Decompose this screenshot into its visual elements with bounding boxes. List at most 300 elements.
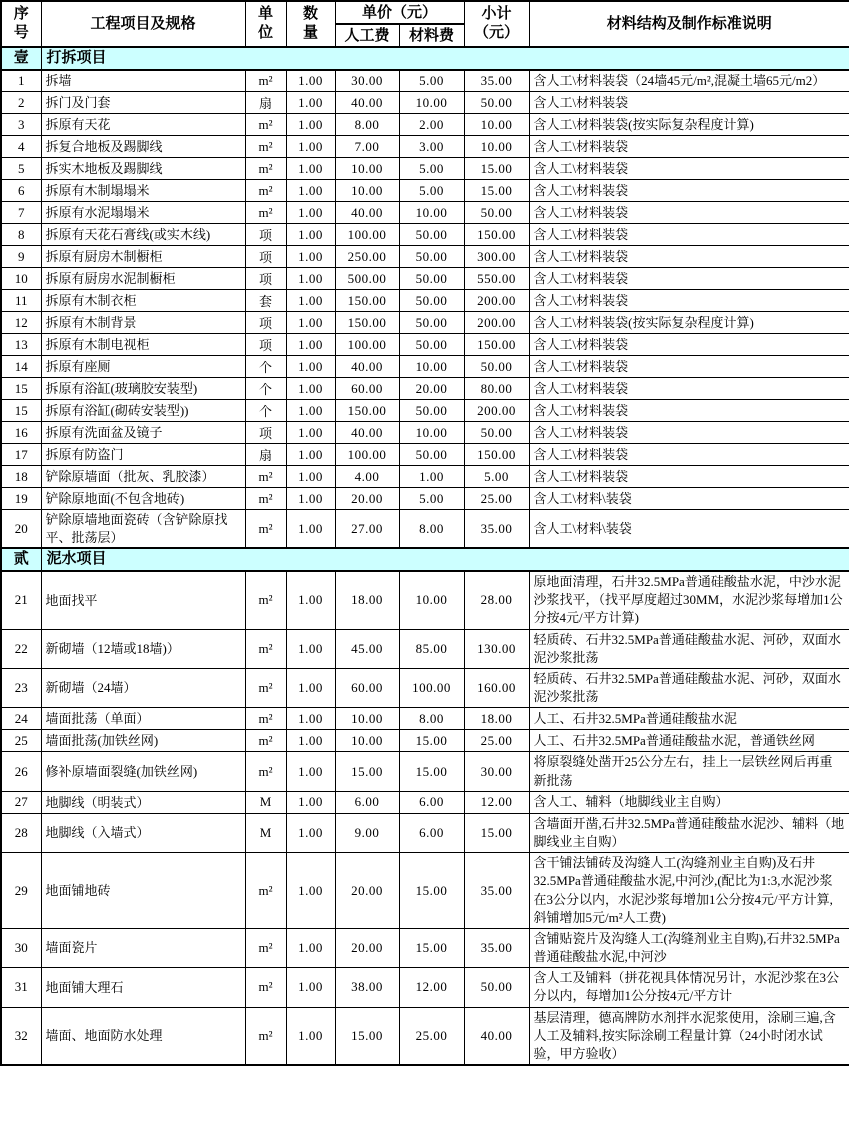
cell-qty: 1.00 <box>286 290 335 312</box>
cell-unit: m² <box>245 510 286 549</box>
col-header-qty <box>286 1 335 47</box>
col-header-unit-price: 单价（元） <box>335 1 464 24</box>
table-row <box>1 290 849 312</box>
cell-qty: 1.00 <box>286 246 335 268</box>
cell-subtotal: 50.00 <box>464 92 529 114</box>
cell-unit: m² <box>245 70 286 92</box>
cell-qty: 1.00 <box>286 813 335 852</box>
cell-unit: m² <box>245 136 286 158</box>
cell-unit: 项 <box>245 224 286 246</box>
cell-item: 铲除原墙面（批灰、乳胶漆） <box>41 466 245 488</box>
cell-labor: 40.00 <box>335 202 399 224</box>
cell-qty: 1.00 <box>286 466 335 488</box>
cell-seq: 18 <box>1 466 41 488</box>
cell-desc: 含人工及铺料（拼花视具体情况另计，水泥沙浆在3公分以内，每增加1公分按4元/平方计 <box>529 968 849 1007</box>
cell-seq: 8 <box>1 224 41 246</box>
cell-desc: 人工、石井32.5MPa普通硅酸盐水泥 <box>529 708 849 730</box>
col-header-subtotal-unit: （元） <box>474 25 520 41</box>
cell-item: 修补原墙面裂缝(加铁丝网) <box>41 752 245 791</box>
cell-desc: 含人工\材料装袋 <box>529 268 849 290</box>
col-header-subtotal <box>464 1 529 47</box>
cell-seq: 13 <box>1 334 41 356</box>
cell-desc: 含人工\材料装袋 <box>529 202 849 224</box>
table-row <box>1 202 849 224</box>
cell-desc: 含人工\材料装袋 <box>529 378 849 400</box>
cell-item: 地面铺大理石 <box>41 968 245 1007</box>
table-row <box>1 378 849 400</box>
cell-seq: 6 <box>1 180 41 202</box>
cell-item: 地面找平 <box>41 571 245 629</box>
cell-material: 50.00 <box>399 224 464 246</box>
cell-item: 墙面批荡（单面） <box>41 708 245 730</box>
cell-subtotal: 10.00 <box>464 114 529 136</box>
cell-subtotal: 5.00 <box>464 466 529 488</box>
cell-qty: 1.00 <box>286 312 335 334</box>
cell-material: 8.00 <box>399 510 464 549</box>
cell-labor: 10.00 <box>335 708 399 730</box>
cell-unit: m² <box>245 669 286 708</box>
cell-material: 20.00 <box>399 378 464 400</box>
cell-subtotal: 35.00 <box>464 928 529 967</box>
cell-seq: 22 <box>1 629 41 668</box>
cell-labor: 100.00 <box>335 224 399 246</box>
table-row <box>1 400 849 422</box>
cell-item: 拆实木地板及踢脚线 <box>41 158 245 180</box>
cell-qty: 1.00 <box>286 510 335 549</box>
cell-material: 15.00 <box>399 853 464 929</box>
cell-qty: 1.00 <box>286 378 335 400</box>
cell-unit: m² <box>245 466 286 488</box>
cell-unit: m² <box>245 629 286 668</box>
col-header-item: 工程项目及规格 <box>41 1 245 47</box>
cell-labor: 27.00 <box>335 510 399 549</box>
cell-item: 拆原有浴缸(砌砖安装型)) <box>41 400 245 422</box>
cell-qty: 1.00 <box>286 92 335 114</box>
cell-desc: 轻质砖、石井32.5MPa普通硅酸盐水泥、河砂，双面水泥沙浆批荡 <box>529 629 849 668</box>
col-header-unit-label: 单位 <box>257 6 273 41</box>
cell-material: 50.00 <box>399 400 464 422</box>
cell-material: 6.00 <box>399 813 464 852</box>
col-header-desc: 材料结构及制作标准说明 <box>529 1 849 47</box>
table-row <box>1 813 849 852</box>
cell-item: 拆原有水泥塌塌米 <box>41 202 245 224</box>
cell-desc: 含人工\材料\装袋 <box>529 510 849 549</box>
cell-subtotal: 130.00 <box>464 629 529 668</box>
cell-seq: 2 <box>1 92 41 114</box>
cell-labor: 100.00 <box>335 334 399 356</box>
cell-item: 拆原有厨房水泥制橱柜 <box>41 268 245 290</box>
cell-unit: 项 <box>245 334 286 356</box>
cell-item: 拆原有座厕 <box>41 356 245 378</box>
table-row <box>1 422 849 444</box>
table-row <box>1 629 849 668</box>
cell-material: 6.00 <box>399 791 464 813</box>
cell-material: 10.00 <box>399 202 464 224</box>
cell-unit: m² <box>245 158 286 180</box>
cell-qty: 1.00 <box>286 669 335 708</box>
cell-item: 拆原有天花 <box>41 114 245 136</box>
cell-material: 5.00 <box>399 158 464 180</box>
cell-labor: 30.00 <box>335 70 399 92</box>
table-row <box>1 669 849 708</box>
table-row <box>1 334 849 356</box>
col-header-material: 材料费 <box>399 24 464 47</box>
table-row <box>1 158 849 180</box>
cell-labor: 40.00 <box>335 356 399 378</box>
table-row <box>1 928 849 967</box>
cell-labor: 4.00 <box>335 466 399 488</box>
cell-seq: 7 <box>1 202 41 224</box>
cell-desc: 含铺贴瓷片及沟缝人工(沟缝剂业主自购),石井32.5MPa普通硅酸盐水泥,中河沙 <box>529 928 849 967</box>
cell-labor: 6.00 <box>335 791 399 813</box>
cell-subtotal: 200.00 <box>464 312 529 334</box>
cell-material: 25.00 <box>399 1007 464 1065</box>
cell-seq: 4 <box>1 136 41 158</box>
cell-seq: 27 <box>1 791 41 813</box>
cell-desc: 含人工\材料装袋 <box>529 356 849 378</box>
cell-item: 拆原有木制电视柜 <box>41 334 245 356</box>
cell-qty: 1.00 <box>286 268 335 290</box>
cell-subtotal: 35.00 <box>464 510 529 549</box>
cell-unit: 个 <box>245 400 286 422</box>
cell-desc: 含人工\材料装袋(按实际复杂程度计算) <box>529 114 849 136</box>
cell-desc: 含墙面开凿,石井32.5MPa普通硅酸盐水泥沙、辅料（地脚线业主自购） <box>529 813 849 852</box>
cell-subtotal: 50.00 <box>464 202 529 224</box>
cell-desc: 含人工\材料装袋 <box>529 422 849 444</box>
cell-qty: 1.00 <box>286 968 335 1007</box>
cell-seq: 30 <box>1 928 41 967</box>
cell-seq: 15 <box>1 378 41 400</box>
cell-item: 拆墙 <box>41 70 245 92</box>
table-row <box>1 444 849 466</box>
cell-labor: 150.00 <box>335 400 399 422</box>
cell-item: 新砌墙（12墙或18墙)） <box>41 629 245 668</box>
cell-unit: m² <box>245 968 286 1007</box>
table-row <box>1 1007 849 1065</box>
cell-qty: 1.00 <box>286 791 335 813</box>
cell-seq: 29 <box>1 853 41 929</box>
cell-subtotal: 50.00 <box>464 356 529 378</box>
cell-subtotal: 80.00 <box>464 378 529 400</box>
cell-labor: 10.00 <box>335 730 399 752</box>
cell-item: 拆原有洗面盆及镜子 <box>41 422 245 444</box>
cell-subtotal: 30.00 <box>464 752 529 791</box>
cell-desc: 轻质砖、石井32.5MPa普通硅酸盐水泥、河砂，双面水泥沙浆批荡 <box>529 669 849 708</box>
cell-unit: m² <box>245 202 286 224</box>
cell-unit: 扇 <box>245 92 286 114</box>
table-row <box>1 180 849 202</box>
cell-unit: 个 <box>245 378 286 400</box>
section-row <box>1 548 849 571</box>
section-index: 贰 <box>1 548 41 571</box>
cell-subtotal: 50.00 <box>464 422 529 444</box>
cell-item: 墙面瓷片 <box>41 928 245 967</box>
section-title: 泥水项目 <box>41 548 849 571</box>
cell-seq: 1 <box>1 70 41 92</box>
cell-item: 拆原有木制衣柜 <box>41 290 245 312</box>
cell-material: 3.00 <box>399 136 464 158</box>
cell-item: 拆原有厨房木制橱柜 <box>41 246 245 268</box>
table-row <box>1 268 849 290</box>
cell-unit: 扇 <box>245 444 286 466</box>
cell-labor: 150.00 <box>335 312 399 334</box>
table-row <box>1 968 849 1007</box>
cell-qty: 1.00 <box>286 224 335 246</box>
table-row <box>1 853 849 929</box>
cell-seq: 9 <box>1 246 41 268</box>
cell-seq: 14 <box>1 356 41 378</box>
cell-labor: 18.00 <box>335 571 399 629</box>
cell-item: 铲除原地面(不包含地砖) <box>41 488 245 510</box>
table-row <box>1 466 849 488</box>
cell-qty: 1.00 <box>286 202 335 224</box>
cell-subtotal: 12.00 <box>464 791 529 813</box>
cell-qty: 1.00 <box>286 488 335 510</box>
cell-qty: 1.00 <box>286 400 335 422</box>
cell-subtotal: 10.00 <box>464 136 529 158</box>
cell-desc: 含干铺法铺砖及沟缝人工(沟缝剂业主自购)及石井32.5MPa普通硅酸盐水泥,中河沙,(配比为1:3,水泥沙浆在3公分以内，水泥沙浆每增加1公分按4元/平方计算,斜铺增加5元/m²人工费) <box>529 853 849 929</box>
cell-labor: 60.00 <box>335 669 399 708</box>
cell-labor: 10.00 <box>335 180 399 202</box>
cell-qty: 1.00 <box>286 730 335 752</box>
cell-desc: 含人工\材料装袋 <box>529 246 849 268</box>
cell-unit: 项 <box>245 246 286 268</box>
cell-qty: 1.00 <box>286 571 335 629</box>
cell-desc: 含人工\材料装袋 <box>529 136 849 158</box>
cell-unit: m² <box>245 114 286 136</box>
cell-item: 地面铺地砖 <box>41 853 245 929</box>
cell-desc: 含人工\材料装袋 <box>529 444 849 466</box>
cell-labor: 60.00 <box>335 378 399 400</box>
cell-subtotal: 200.00 <box>464 400 529 422</box>
cell-desc: 人工、石井32.5MPa普通硅酸盐水泥，普通铁丝网 <box>529 730 849 752</box>
cell-material: 10.00 <box>399 92 464 114</box>
section-row <box>1 47 849 70</box>
col-header-labor: 人工费 <box>335 24 399 47</box>
col-header-unit <box>245 1 286 47</box>
cell-material: 85.00 <box>399 629 464 668</box>
cell-labor: 38.00 <box>335 968 399 1007</box>
cell-subtotal: 25.00 <box>464 488 529 510</box>
cell-material: 1.00 <box>399 466 464 488</box>
cell-item: 墙面批荡(加铁丝网) <box>41 730 245 752</box>
cell-seq: 11 <box>1 290 41 312</box>
cell-material: 50.00 <box>399 334 464 356</box>
cell-seq: 21 <box>1 571 41 629</box>
cell-desc: 将原裂缝处凿开25公分左右，挂上一层铁丝网后再重新批荡 <box>529 752 849 791</box>
cell-seq: 23 <box>1 669 41 708</box>
table-row <box>1 571 849 629</box>
cell-subtotal: 160.00 <box>464 669 529 708</box>
cell-labor: 9.00 <box>335 813 399 852</box>
cell-qty: 1.00 <box>286 422 335 444</box>
table-row <box>1 356 849 378</box>
cell-desc: 含人工\材料装袋 <box>529 466 849 488</box>
cell-item: 拆复合地板及踢脚线 <box>41 136 245 158</box>
cell-qty: 1.00 <box>286 629 335 668</box>
cell-seq: 26 <box>1 752 41 791</box>
cell-unit: m² <box>245 853 286 929</box>
cell-labor: 45.00 <box>335 629 399 668</box>
cell-unit: 项 <box>245 312 286 334</box>
cell-seq: 32 <box>1 1007 41 1065</box>
cell-desc: 含人工\材料装袋 <box>529 334 849 356</box>
cell-material: 50.00 <box>399 312 464 334</box>
cell-subtotal: 200.00 <box>464 290 529 312</box>
table-row <box>1 730 849 752</box>
cell-qty: 1.00 <box>286 114 335 136</box>
cell-seq: 5 <box>1 158 41 180</box>
cell-labor: 150.00 <box>335 290 399 312</box>
cell-labor: 10.00 <box>335 158 399 180</box>
section-index: 壹 <box>1 47 41 70</box>
cell-subtotal: 15.00 <box>464 180 529 202</box>
cell-desc: 含人工\材料装袋 <box>529 400 849 422</box>
cell-seq: 10 <box>1 268 41 290</box>
cell-desc: 含人工\材料装袋 <box>529 180 849 202</box>
table-row <box>1 92 849 114</box>
cell-labor: 40.00 <box>335 422 399 444</box>
cell-seq: 3 <box>1 114 41 136</box>
table-row <box>1 224 849 246</box>
cell-qty: 1.00 <box>286 70 335 92</box>
cell-subtotal: 15.00 <box>464 813 529 852</box>
cell-labor: 15.00 <box>335 752 399 791</box>
table-row <box>1 488 849 510</box>
cell-desc: 含人工\材料装袋 <box>529 290 849 312</box>
cell-item: 地脚线（入墙式） <box>41 813 245 852</box>
header-row-1 <box>1 1 849 24</box>
cell-item: 墙面、地面防水处理 <box>41 1007 245 1065</box>
cell-unit: m² <box>245 752 286 791</box>
table-row <box>1 246 849 268</box>
cell-unit: m² <box>245 180 286 202</box>
cell-material: 50.00 <box>399 246 464 268</box>
cell-subtotal: 35.00 <box>464 70 529 92</box>
table-row <box>1 136 849 158</box>
cell-unit: 项 <box>245 268 286 290</box>
cell-desc: 含人工\材料装袋 <box>529 224 849 246</box>
section-title: 打拆项目 <box>41 47 849 70</box>
table-row <box>1 752 849 791</box>
cell-desc: 含人工\材料装袋 <box>529 92 849 114</box>
cell-qty: 1.00 <box>286 928 335 967</box>
cell-item: 拆门及门套 <box>41 92 245 114</box>
cell-material: 15.00 <box>399 928 464 967</box>
cell-desc: 含人工\材料装袋（24墙45元/m²,混凝土墙65元/m2） <box>529 70 849 92</box>
cell-desc: 原地面清理，石井32.5MPa普通硅酸盐水泥，中沙水泥沙浆找平，（找平厚度超过30MM，水泥沙浆每增加1公分按4元/平方计算) <box>529 571 849 629</box>
cell-unit: m² <box>245 1007 286 1065</box>
cell-qty: 1.00 <box>286 334 335 356</box>
table-row <box>1 510 849 549</box>
col-header-subtotal-label: 小计 <box>481 6 512 23</box>
cell-seq: 12 <box>1 312 41 334</box>
cell-qty: 1.00 <box>286 158 335 180</box>
cell-subtotal: 50.00 <box>464 968 529 1007</box>
cell-seq: 25 <box>1 730 41 752</box>
cell-labor: 20.00 <box>335 853 399 929</box>
cell-subtotal: 18.00 <box>464 708 529 730</box>
cell-subtotal: 35.00 <box>464 853 529 929</box>
cell-unit: m² <box>245 928 286 967</box>
cell-labor: 15.00 <box>335 1007 399 1065</box>
cell-subtotal: 550.00 <box>464 268 529 290</box>
cell-item: 新砌墙（24墙） <box>41 669 245 708</box>
col-header-seq-label: 序号 <box>13 6 29 41</box>
cell-item: 拆原有浴缸(玻璃胶安装型) <box>41 378 245 400</box>
table-row <box>1 708 849 730</box>
cell-desc: 含人工、辅料（地脚线业主自购） <box>529 791 849 813</box>
col-header-qty-label: 数量 <box>302 6 318 41</box>
cell-labor: 7.00 <box>335 136 399 158</box>
cell-labor: 40.00 <box>335 92 399 114</box>
cell-desc: 基层清理，德高牌防水剂拌水泥浆使用，涂刷三遍,含人工及辅料,按实际涂刷工程量计算（24小时闭水试验，甲方验收） <box>529 1007 849 1065</box>
cell-subtotal: 25.00 <box>464 730 529 752</box>
cell-subtotal: 150.00 <box>464 224 529 246</box>
cell-subtotal: 150.00 <box>464 444 529 466</box>
cell-material: 2.00 <box>399 114 464 136</box>
cell-subtotal: 15.00 <box>464 158 529 180</box>
cell-labor: 8.00 <box>335 114 399 136</box>
cell-material: 10.00 <box>399 356 464 378</box>
cell-qty: 1.00 <box>286 180 335 202</box>
cell-seq: 28 <box>1 813 41 852</box>
cell-labor: 20.00 <box>335 928 399 967</box>
cell-item: 拆原有木制背景 <box>41 312 245 334</box>
cell-material: 5.00 <box>399 180 464 202</box>
cell-desc: 含人工\材料装袋 <box>529 158 849 180</box>
cell-seq: 24 <box>1 708 41 730</box>
cell-qty: 1.00 <box>286 356 335 378</box>
cell-desc: 含人工\材料装袋(按实际复杂程度计算) <box>529 312 849 334</box>
cell-seq: 31 <box>1 968 41 1007</box>
cell-unit: M <box>245 791 286 813</box>
cell-desc: 含人工\材料\装袋 <box>529 488 849 510</box>
cell-item: 铲除原墙地面瓷砖（含铲除原找平、批荡层） <box>41 510 245 549</box>
cell-material: 50.00 <box>399 290 464 312</box>
cell-seq: 17 <box>1 444 41 466</box>
table-row <box>1 114 849 136</box>
cell-seq: 20 <box>1 510 41 549</box>
cell-material: 50.00 <box>399 268 464 290</box>
cell-qty: 1.00 <box>286 136 335 158</box>
table-row <box>1 70 849 92</box>
cell-unit: M <box>245 813 286 852</box>
table-row <box>1 791 849 813</box>
cell-material: 50.00 <box>399 444 464 466</box>
cell-item: 拆原有天花石膏线(或实木线) <box>41 224 245 246</box>
cell-labor: 500.00 <box>335 268 399 290</box>
cell-seq: 16 <box>1 422 41 444</box>
cell-material: 15.00 <box>399 730 464 752</box>
cell-seq: 19 <box>1 488 41 510</box>
cell-subtotal: 28.00 <box>464 571 529 629</box>
cell-qty: 1.00 <box>286 708 335 730</box>
cell-unit: 套 <box>245 290 286 312</box>
cell-material: 5.00 <box>399 488 464 510</box>
cell-labor: 20.00 <box>335 488 399 510</box>
cell-qty: 1.00 <box>286 1007 335 1065</box>
col-header-seq <box>1 1 41 47</box>
cell-unit: m² <box>245 708 286 730</box>
cell-item: 拆原有防盗门 <box>41 444 245 466</box>
cell-material: 8.00 <box>399 708 464 730</box>
cell-material: 12.00 <box>399 968 464 1007</box>
cell-material: 100.00 <box>399 669 464 708</box>
cell-subtotal: 300.00 <box>464 246 529 268</box>
cell-item: 拆原有木制塌塌米 <box>41 180 245 202</box>
table-row <box>1 312 849 334</box>
